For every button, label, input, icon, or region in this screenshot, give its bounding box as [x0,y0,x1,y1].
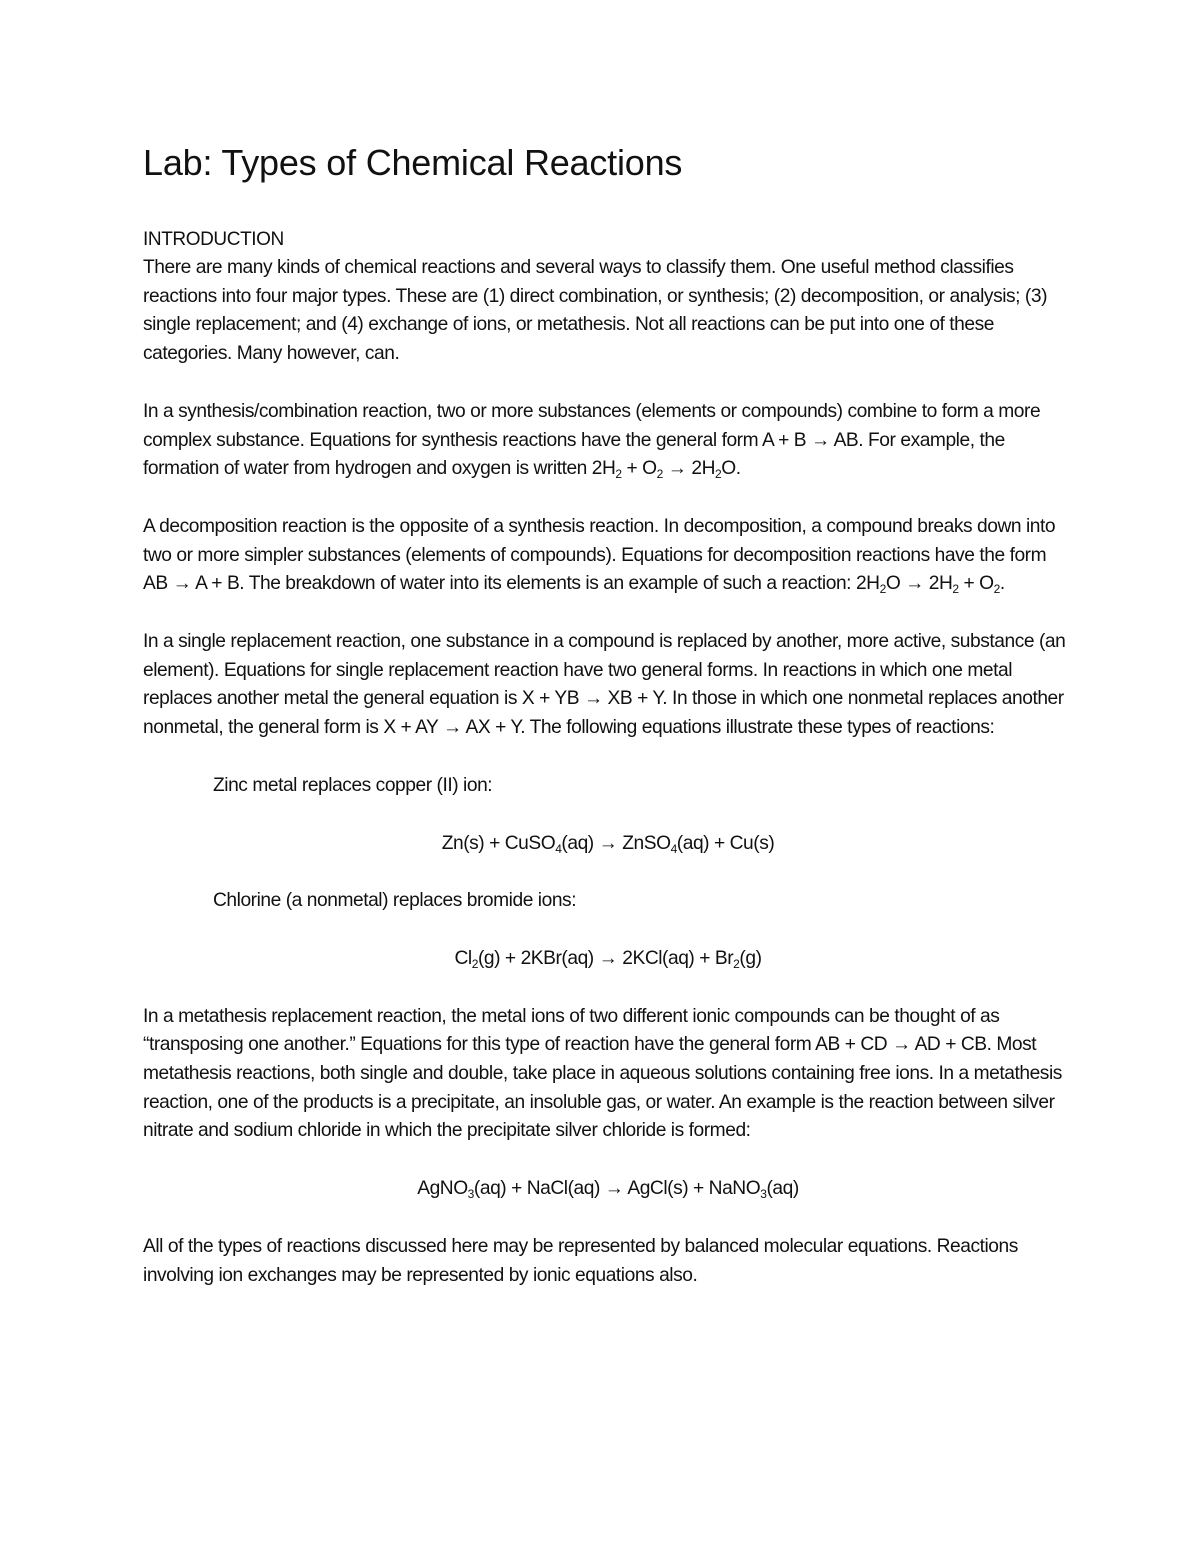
decomposition-text: A decomposition reaction is the opposite of a synthesis reaction. In decomposition, a compound breaks down into two or more simpler substances (elements of compounds). Equations for decomposition reactions have the form AB → A + B. The breakdown of water into its elements is an example of such a reaction: [143,515,1056,595]
synthesis-text: In a synthesis/combination reaction, two or more substances (elements or compounds) combine to form a more complex substance. Equations for synthesis reactions have the general form A + B → AB. For example, the formation of water from hydrogen and oxygen is written [143,400,1041,480]
introduction-heading: INTRODUCTION [143,229,284,250]
metathesis-paragraph: In a metathesis replacement reaction, the metal ions of two different ionic compounds can be thought of as “transposing one another.” Equations for this type of reaction have the general form AB + CD → AD + CB. Most metathesis reactions, both single and double, take place in aqueous solutions containing free ions. In a metathesis reaction, one of the products is a precipitate, an insoluble gas, or water. An example is the reaction between silver nitrate and sodium chloride in which the precipitate silver chloride is formed: [143,1005,1062,1142]
silver-nitrate-equation: AgNO$_3$(aq) + NaCl(aq) → AgCl(s) + NaNO$_3$(aq) [417,1178,799,1202]
single-replacement-paragraph: In a single replacement reaction, one substance in a compound is replaced by another, more active, substance (an element). Equations for single replacement reaction have two general forms. In reactions in which one metal replaces another metal the general equation is X + YB → XB + Y. In those in which one nonmetal replaces another nonmetal, the general form is X + AY → AX + Y. The following equations illustrate these types of reactions: [143,631,1066,739]
decomposition-paragraph [143,513,1073,599]
synthesis-equation: $2H_2 + O_2 \to 2H_2O$. [591,458,741,482]
page-title: Lab: Types of Chemical Reactions [143,142,683,183]
decomposition-equation: $2H_2O \to 2H_2 + O_2$. [855,573,1005,597]
chlorine-example-label: Chlorine (a nonmetal) replaces bromide ions: [213,890,577,912]
document-page [143,140,1073,1319]
synthesis-paragraph [143,398,1073,484]
introduction-paragraph: There are many kinds of chemical reactions and several ways to classify them. One useful method classifies reactions into four major types. These are (1) direct combination, or synthesis; (2) decomposition, or analysis; (3) single replacement; and (4) exchange of ions, or metathesis. Not all reactions can be put into one of these categories. Many however, can. [143,257,1048,365]
zinc-example-label: Zinc metal replaces copper (II) ion: [213,774,493,796]
closing-paragraph: All of the types of reactions discussed here may be represented by balanced molecular equations. Reactions involving ion exchanges may be represented by ionic equations also. [143,1235,1018,1286]
zinc-copper-equation: Zn(s) + CuSO$_4$(aq) → ZnSO$_4$(aq) + Cu(s) [441,832,775,856]
chlorine-bromide-equation: $Cl_2(g) + 2KBr(aq) \to 2KCl(aq) + Br_2(g)$ [454,947,762,971]
